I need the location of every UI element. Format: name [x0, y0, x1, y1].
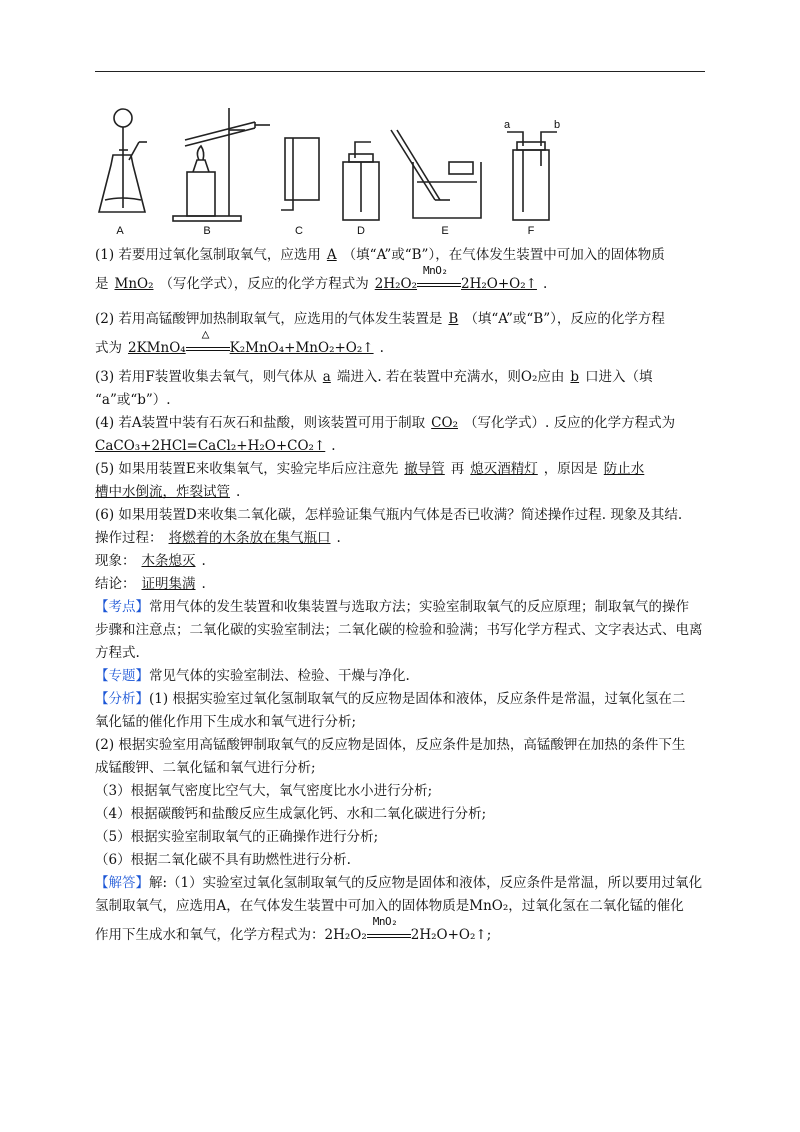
label-c: C	[295, 225, 303, 237]
apparatus-a	[99, 109, 147, 212]
label-d: D	[357, 225, 365, 237]
q5-answer-2: 熄灭酒精灯	[470, 461, 538, 477]
apparatus-f	[507, 132, 557, 220]
apparatus-e	[391, 130, 481, 218]
jieda-line3: 作用下生成水和氧气，化学方程式为：2H₂O₂ MnO₂ 2H₂O+O₂↑;	[95, 924, 707, 947]
q4-line1: (4) 若A装置中装有石灰石和盐酸，则该装置可用于制取 CO₂ （写化学式）. 反应的化学方程式为	[95, 415, 676, 431]
q3-line1: (3) 若用F装置收集去氧气，则气体从 a 端进入. 若在装置中充满水，则O₂应由 b 口进入（填	[95, 369, 653, 385]
fenxi-tag: 【分析】	[95, 691, 149, 707]
q6-answer-con: 证明集满	[141, 576, 196, 592]
q1-equation: 2H₂O₂ MnO₂ 2H₂O+O₂↑	[369, 276, 543, 292]
fenxi-line8: （6）根据二氧化碳不具有助燃性进行分析.	[95, 852, 351, 868]
fenxi-line4: 成锰酸钾、二氧化锰和氧气进行分析;	[95, 760, 316, 776]
apparatus-b	[173, 108, 270, 221]
fenxi-line3: (2) 根据实验室用高锰酸钾制取氧气的反应物是固体，反应条件是加热，高锰酸钾在加热的条件下生	[95, 737, 686, 753]
q5-answer-3b: 槽中水倒流，炸裂试管	[95, 484, 230, 500]
q3-line2: “a”或“b”）.	[95, 392, 171, 408]
fenxi-line7: （5）根据实验室制取氧气的正确操作进行分析;	[95, 829, 379, 845]
kaodian-line2: 步骤和注意点；二氧化碳的实验室制法；二氧化碳的检验和验满；书写化学方程式、文字表达式、电离	[95, 622, 703, 638]
q1-catalyst: MnO₂	[423, 264, 448, 277]
fenxi-line5: （3）根据氧气密度比空气大，氧气密度比水小进行分析;	[95, 783, 433, 799]
label-b: B	[203, 225, 211, 237]
q1-answer-2: MnO₂	[114, 276, 154, 292]
q2-equation: 2KMnO₄ △ K₂MnO₄+MnO₂+O₂↑	[122, 340, 380, 356]
port-a-label: a	[503, 119, 511, 131]
q2-line1: (2) 若用高锰酸钾加热制取氧气，应选用的气体发生装置是 B （填“A”或“B”），反应的化学方程	[95, 311, 665, 327]
q6-phenomenon: 现象： 木条熄灭 .	[95, 553, 206, 569]
q6-answer-op: 将燃着的木条放在集气瓶口	[168, 530, 331, 546]
fenxi-line6: （4）根据碳酸钙和盐酸反应生成氯化钙、水和二氧化碳进行分析;	[95, 806, 487, 822]
q2-condition: △	[201, 327, 209, 342]
q6-line1: (6) 如果用装置D来收集二氧化碳，怎样验证集气瓶内气体是否已收满？简述操作过程. 现象及其结.	[95, 507, 683, 523]
q5-line1: (5) 如果用装置E来收集氧气，实验完毕后应注意先 撤导管 再 熄灭酒精灯 ，原因是 防止水	[95, 458, 707, 481]
q2-line2: 式为 2KMnO₄ △ K₂MnO₄+MnO₂+O₂↑ .	[95, 337, 707, 360]
fenxi-line1: 【分析】(1) 根据实验室过氧化氢制取氧气的反应物是固体和液体，反应条件是常温，过氧化氢在二	[95, 691, 686, 707]
jieda-line1: 【解答】解:（1）实验室过氧化氢制取氧气的反应物是固体和液体，反应条件是常温，所以要用过氧化	[95, 875, 703, 891]
fenxi-line2: 氧化锰的催化作用下生成水和氧气进行分析;	[95, 714, 357, 730]
kaodian-line3: 方程式.	[95, 645, 140, 661]
q5-answer-3a: 防止水	[603, 461, 645, 477]
label-a: A	[116, 225, 124, 237]
zhuanti-line: 【专题】常见气体的实验室制法、检验、干燥与净化.	[95, 668, 410, 684]
port-b-label: b	[553, 119, 561, 131]
q4-answer-1: CO₂	[431, 415, 458, 431]
q5-line2: 槽中水倒流，炸裂试管 .	[95, 484, 241, 500]
apparatus-d	[343, 142, 379, 220]
question-content	[95, 244, 707, 947]
q6-conclusion: 结论： 证明集满 .	[95, 576, 206, 592]
header-rule	[95, 71, 705, 72]
jieda-line2: 氢制取氧气，应选用A，在气体发生装置中可加入的固体物质是MnO₂，过氧化氢在二氧化锰的催化	[95, 898, 684, 914]
q1-answer-1: A	[326, 247, 337, 263]
q1-line1: (1) 若要用过氧化氢制取氧气，应选用 A （填“A”或“B”），在气体发生装置中可加入的固体物质	[95, 247, 665, 263]
apparatus-figure	[95, 100, 565, 240]
q2-answer-1: B	[448, 311, 459, 327]
q6-operation: 操作过程： 将燃着的木条放在集气瓶口 .	[95, 530, 341, 546]
jieda-catalyst: MnO₂	[372, 915, 398, 928]
q5-answer-1: 撤导管	[404, 461, 445, 477]
jieda-tag: 【解答】	[95, 875, 149, 891]
zhuanti-tag: 【专题】	[95, 668, 149, 684]
apparatus-c	[281, 138, 319, 210]
q1-line2: 是 MnO₂ （写化学式），反应的化学方程式为 2H₂O₂ MnO₂ 2H₂O+O₂↑ .	[95, 273, 707, 296]
q4-answer-2: CaCO₃+2HCl=CaCl₂+H₂O+CO₂↑	[95, 438, 326, 454]
kaodian-line1: 【考点】常用气体的发生装置和收集装置与选取方法；实验室制取氧气的反应原理；制取氧气的操作	[95, 599, 689, 615]
jieda-equation: 2H₂O₂ MnO₂ 2H₂O+O₂↑	[325, 927, 487, 943]
label-e: E	[441, 225, 449, 237]
q3-answer-2: b	[570, 369, 580, 385]
kaodian-tag: 【考点】	[95, 599, 149, 615]
q4-line2: CaCO₃+2HCl=CaCl₂+H₂O+CO₂↑ .	[95, 438, 336, 454]
label-f: F	[527, 225, 535, 237]
q6-answer-ph: 木条熄灭	[141, 553, 196, 569]
q3-answer-1: a	[322, 369, 331, 385]
